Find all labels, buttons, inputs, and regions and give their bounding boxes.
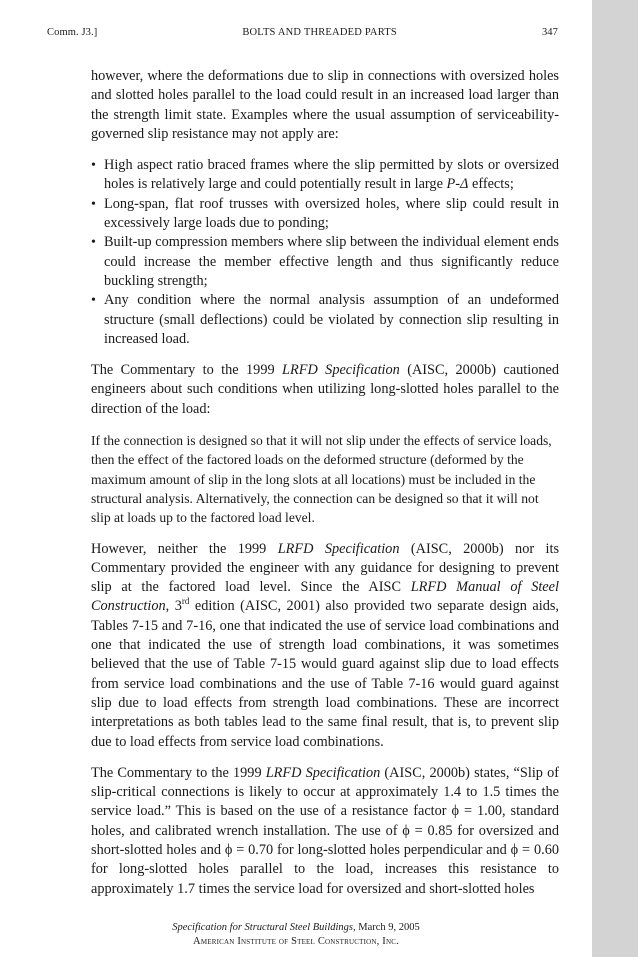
bullet-marker: • (91, 293, 96, 309)
header-section-ref: Comm. J3.] (47, 27, 98, 38)
list-item: • Any condition where the normal analysis assumption of an undeformed structure (small deflections) could be violated by connection slip resulting in increased load. (91, 292, 559, 347)
list-item: • High aspect ratio braced frames where the slip permitted by slots or oversized holes is relatively large and could potentially result in large P-Δ effects; (91, 157, 559, 193)
running-header (47, 27, 558, 41)
bullet-marker: • (91, 196, 96, 212)
block-quote: If the connection is designed so that it will not slip under the effects of service loads, then the effect of the factored loads on the deformed structure (deformed by the maximum amount of slip in the long slots at all locations) must be included in the structural analysis. Alternatively, the connection can be designed so that it will not slip at loads up to the factored load level. (91, 433, 552, 526)
bullet-list (91, 156, 559, 349)
list-item: • Long-span, flat roof trusses with oversized holes, where slip could result in excessively large loads due to ponding; (91, 195, 559, 232)
bullet-marker: • (91, 235, 96, 251)
running-footer (0, 921, 592, 949)
paragraph-1: however, where the deformations due to slip in connections with oversized holes and slotted holes parallel to the load could result in an increased load larger than the strength limit state. Examples where the usual assumption of serviceability-governed slip resistance may not apply are: (91, 68, 559, 142)
list-item: • Built-up compression members where slip between the individual element ends could increase the member effective length and thus significantly reduce buckling strength; (91, 234, 559, 289)
body-text (91, 67, 559, 899)
paragraph-4: The Commentary to the 1999 LRFD Specification (AISC, 2000b) states, “Slip of slip-critical connections is likely to occur at approximately 1.4 to 1.5 times the service load.” This is based on the use of a resistance factor ϕ = 1.00, standard holes, and calibrated wrench installation. The use of ϕ = 0.85 for oversized and short-slotted holes and ϕ = 0.70 for long-slotted holes perpendicular and ϕ = 0.60 for long-slotted holes parallel to the load, increases this resistance to approximately 1.7 times the service load for oversized and short-slotted holes (91, 764, 559, 897)
side-panel-strip (592, 0, 638, 957)
footer-publication-line: Specification for Structural Steel Buildings, March 9, 2005 (172, 922, 420, 933)
paragraph-3: However, neither the 1999 LRFD Specification (AISC, 2000b) nor its Commentary provided the engineer with any guidance for designing to prevent slip at the factored load level. Since the AISC LRFD Manual of Steel Construction, 3rd edition (AISC, 2001) also provided two separate design aids, Tables 7-15 and 7-16, one that indicated the use of service load combinations and one that indicated the use of strength load combinations, it was sometimes believed that the use of Table 7-15 would guard against slip due to load effects from service load combinations and the use of Table 7-16 would guard against slip due to load effects from strength load combinations. These are incorrect interpretations as both tables lead to the same final result, that is, to prevent slip due to load effects from service load combinations. (91, 540, 560, 750)
page-number: 347 (541, 27, 558, 38)
header-chapter-title: BOLTS AND THREADED PARTS (242, 27, 397, 38)
footer-publisher: American Institute of Steel Construction, Inc. (193, 936, 399, 947)
p-delta-term: P-Δ (446, 176, 469, 193)
paragraph-2: The Commentary to the 1999 LRFD Specification (AISC, 2000b) cautioned engineers about such conditions when utilizing long-slotted holes parallel to the direction of the load: (91, 362, 559, 417)
bullet-marker: • (91, 158, 96, 174)
ordinal-superscript: rd (181, 596, 190, 607)
